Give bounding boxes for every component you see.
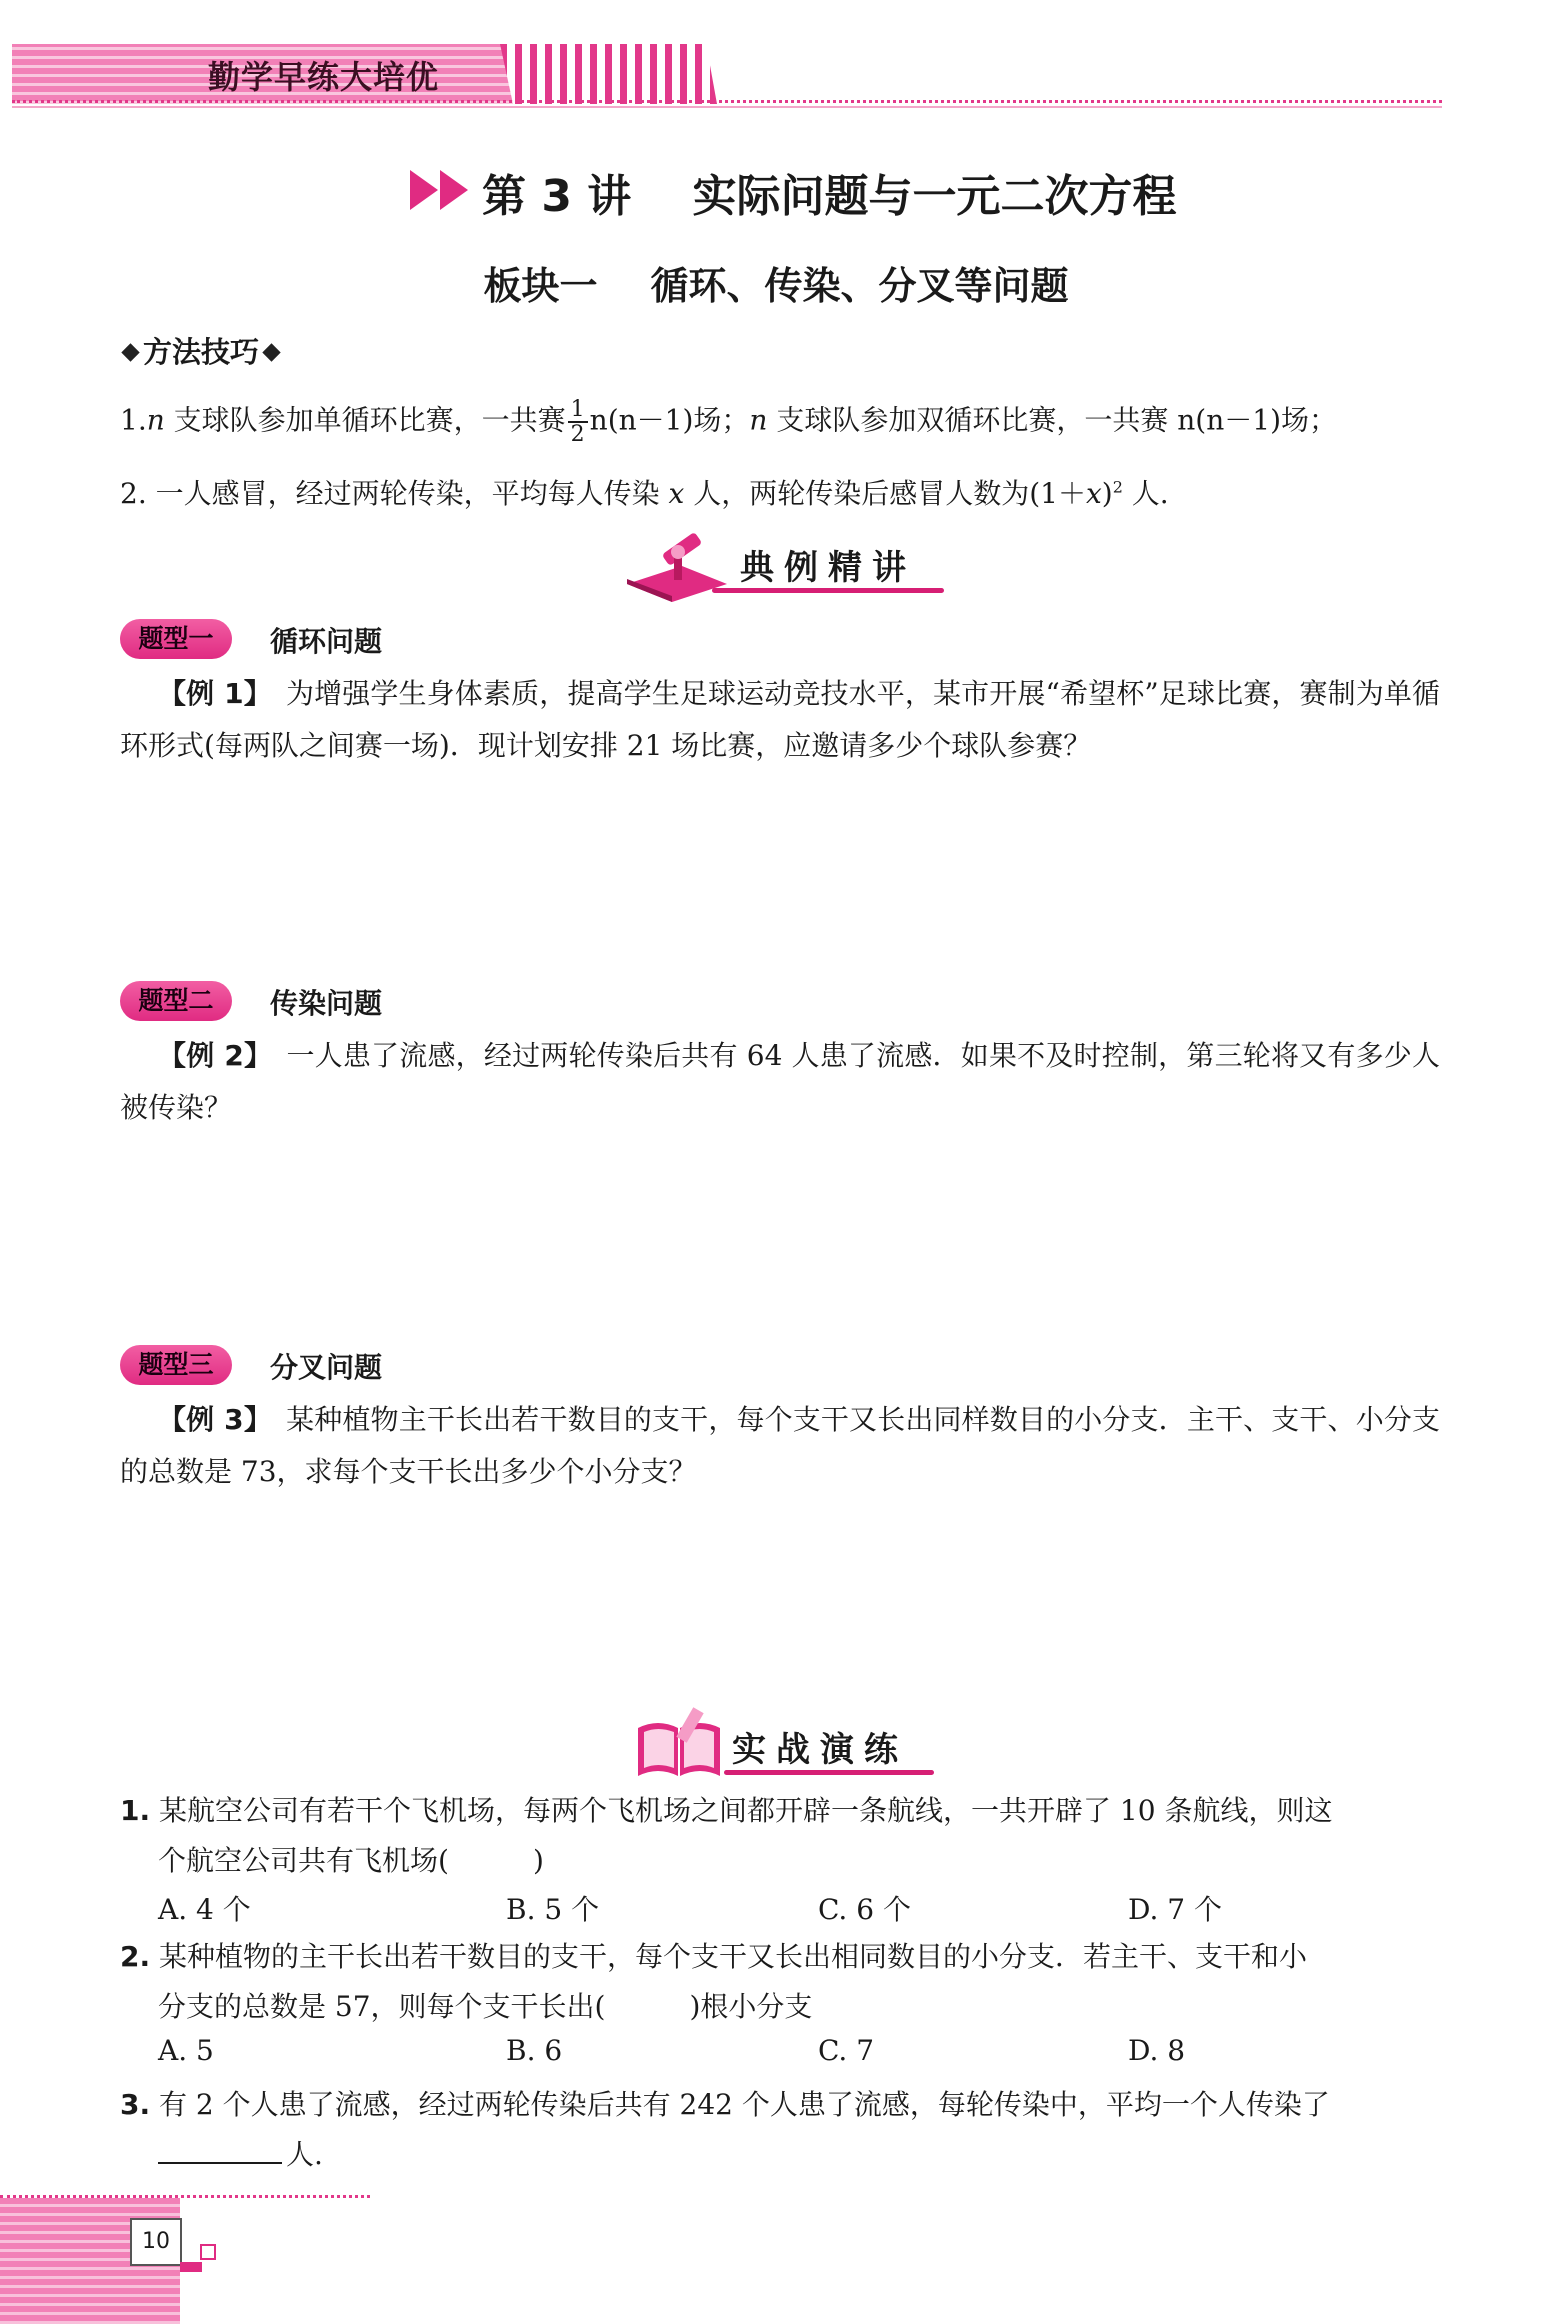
lesson-title: 第 3 讲 实际问题与一元二次方程 xyxy=(482,171,1177,222)
example-tag: 【例 1】 xyxy=(158,677,258,710)
header-stripe-decoration xyxy=(500,44,717,104)
example-tag: 【例 2】 xyxy=(158,1039,259,1072)
open-book-icon xyxy=(634,1706,724,1782)
page-corner-decoration xyxy=(180,2262,202,2272)
question-text: 某航空公司有若干个飞机场，每两个飞机场之间都开辟一条航线，一共开辟了 10 条航线，则这 xyxy=(159,1794,1333,1827)
example-tag: 【例 3】 xyxy=(158,1403,258,1436)
option-c: C. 6 个 xyxy=(818,1893,911,1926)
practice-question-1: 1. 某航空公司有若干个飞机场，每两个飞机场之间都开辟一条航线，一共开辟了 10 条航线，则这 个航空公司共有飞机场( ) xyxy=(120,1794,1333,1877)
practice-section-label: 实战演练 xyxy=(732,1730,908,1770)
practice-underline xyxy=(724,1770,934,1775)
example-text: 为增强学生身体素质，提高学生足球运动竞技水平，某市开展“希望杯”足球比赛，赛制为单循环形式(每两队之间赛一场)．现计划安排 21 场比赛，应邀请多少个球队参赛？ xyxy=(120,677,1440,762)
method-tips-label: 方法技巧 xyxy=(143,335,260,369)
question-number: 3. xyxy=(120,2088,151,2121)
problem-type-title: 分叉问题 xyxy=(270,1351,383,1384)
fraction-one-half: $\frac{1}{2}$ xyxy=(568,398,588,446)
question-text: 某种植物的主干长出若干数目的支干，每个支干又长出相同数目的小分支．若主干、支干和小 xyxy=(159,1940,1308,1973)
problem-type-badge: 题型三 xyxy=(120,1345,232,1385)
examples-underline xyxy=(712,588,944,593)
practice-question-2: 2. 某种植物的主干长出若干数目的支干，每个支干又长出相同数目的小分支．若主干、支干和小 分支的总数是 57，则每个支干长出( )根小分支 xyxy=(120,1940,1308,2023)
question-text: 有 2 个人患了流感，经过两轮传染后共有 242 个人患了流感，每轮传染中，平均一个人传染了 xyxy=(159,2088,1330,2121)
problem-type-title: 传染问题 xyxy=(270,987,383,1020)
method-tips-heading xyxy=(118,330,284,371)
problem-type-badge: 题型一 xyxy=(120,619,232,659)
question-number: 1. xyxy=(120,1794,151,1827)
diamond-icon xyxy=(262,343,280,361)
examples-section-label: 典例精讲 xyxy=(740,548,916,588)
example-3 xyxy=(120,1394,1440,1498)
double-arrow-icon xyxy=(410,170,476,210)
example-2 xyxy=(120,1030,1440,1134)
method-tip-2: 2. 一人感冒，经过两轮传染，平均每人传染 x 人，两轮传染后感冒人数为$(1+x)^2$ 人. xyxy=(120,477,1169,510)
example-1 xyxy=(120,668,1440,772)
option-a: A. 4 个 xyxy=(158,1893,251,1926)
option-a: A. 5 xyxy=(158,2034,214,2067)
option-d: D. 7 个 xyxy=(1128,1893,1222,1926)
option-b: B. 6 xyxy=(506,2034,563,2067)
header-rule xyxy=(12,106,1442,108)
book-series-title: 勤学早练大培优 xyxy=(208,58,440,96)
page-number: 10 xyxy=(130,2218,182,2266)
example-text: 一人患了流感，经过两轮传染后共有 64 人患了流感．如果不及时控制，第三轮将又有多少人被传染？ xyxy=(120,1039,1440,1124)
option-d: D. 8 xyxy=(1128,2034,1186,2067)
answer-blank xyxy=(158,2162,282,2164)
practice-question-3: 3. 有 2 个人患了流感，经过两轮传染后共有 242 个人患了流感，每轮传染中，平均一个人传染了 人. xyxy=(120,2088,1330,2171)
diamond-icon xyxy=(121,343,139,361)
square-icon xyxy=(200,2244,216,2260)
example-text: 某种植物主干长出若干数目的支干，每个支干又长出同样数目的小分支．主干、支干、小分支的总数是 73，求每个支干长出多少个小分支？ xyxy=(120,1403,1440,1488)
header-dotted-rule xyxy=(12,100,1442,103)
option-c: C. 7 xyxy=(818,2034,875,2067)
method-tip-1: 1.n 支球队参加单循环比赛，一共赛 $\frac{1}{2}$ n(n－1)场；n 支球队参加双循环比赛，一共赛 n(n－1)场； xyxy=(120,397,1337,448)
option-b: B. 5 个 xyxy=(506,1893,600,1926)
problem-type-title: 循环问题 xyxy=(270,625,383,658)
problem-type-badge: 题型二 xyxy=(120,981,232,1021)
section-title: 板块一 循环、传染、分叉等问题 xyxy=(483,263,1069,308)
question-number: 2. xyxy=(120,1940,151,1973)
